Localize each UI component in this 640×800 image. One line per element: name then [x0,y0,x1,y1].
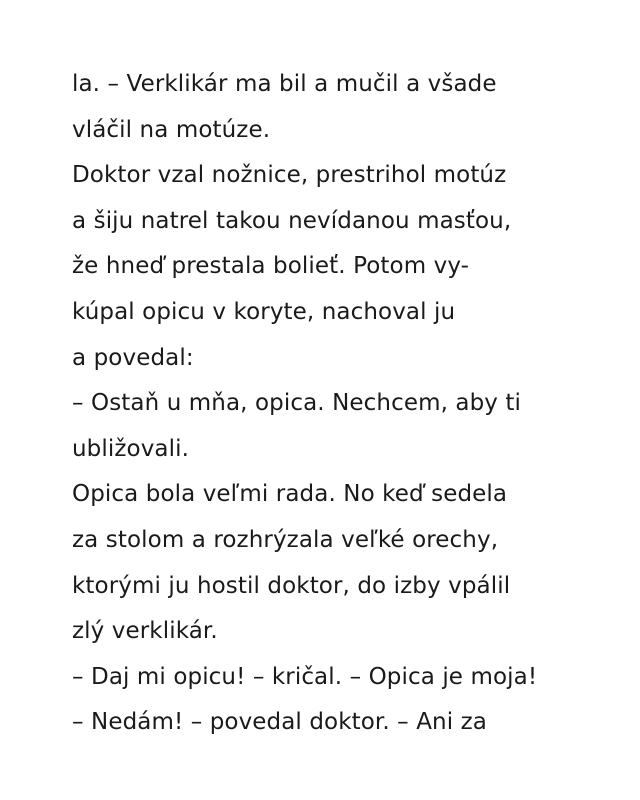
text-line: a povedal: [72,344,194,371]
text-line: a šiju natrel takou nevídanou masťou, [72,207,512,234]
text-line: ktorými ju hostil doktor, do izby vpálil [72,572,511,599]
text-line: vláčil na motúze. [72,116,271,143]
text-line: kúpal opicu v koryte, nachoval ju [72,298,456,325]
text-line: že hneď prestala bolieť. Potom vy- [72,253,470,280]
text-line: zlý verklikár. [72,618,218,645]
text-line: – Nedám! – povedal doktor. – Ani za [72,709,487,736]
text-line: ubližovali. [72,435,189,462]
text-line: – Ostaň u mňa, opica. Nechcem, aby ti [72,390,522,417]
text-line: Opica bola veľmi rada. No keď sedela [72,481,508,508]
text-line: za stolom a rozhrýzala veľké orechy, [72,526,499,553]
text-line: la. – Verklikár ma bil a mučil a všade [72,71,497,97]
text-line: – Daj mi opicu! – kričal. – Opica je moja! [72,663,538,690]
text-column [72,62,592,746]
text-line: Doktor vzal nožnice, prestrihol motúz [72,162,507,189]
